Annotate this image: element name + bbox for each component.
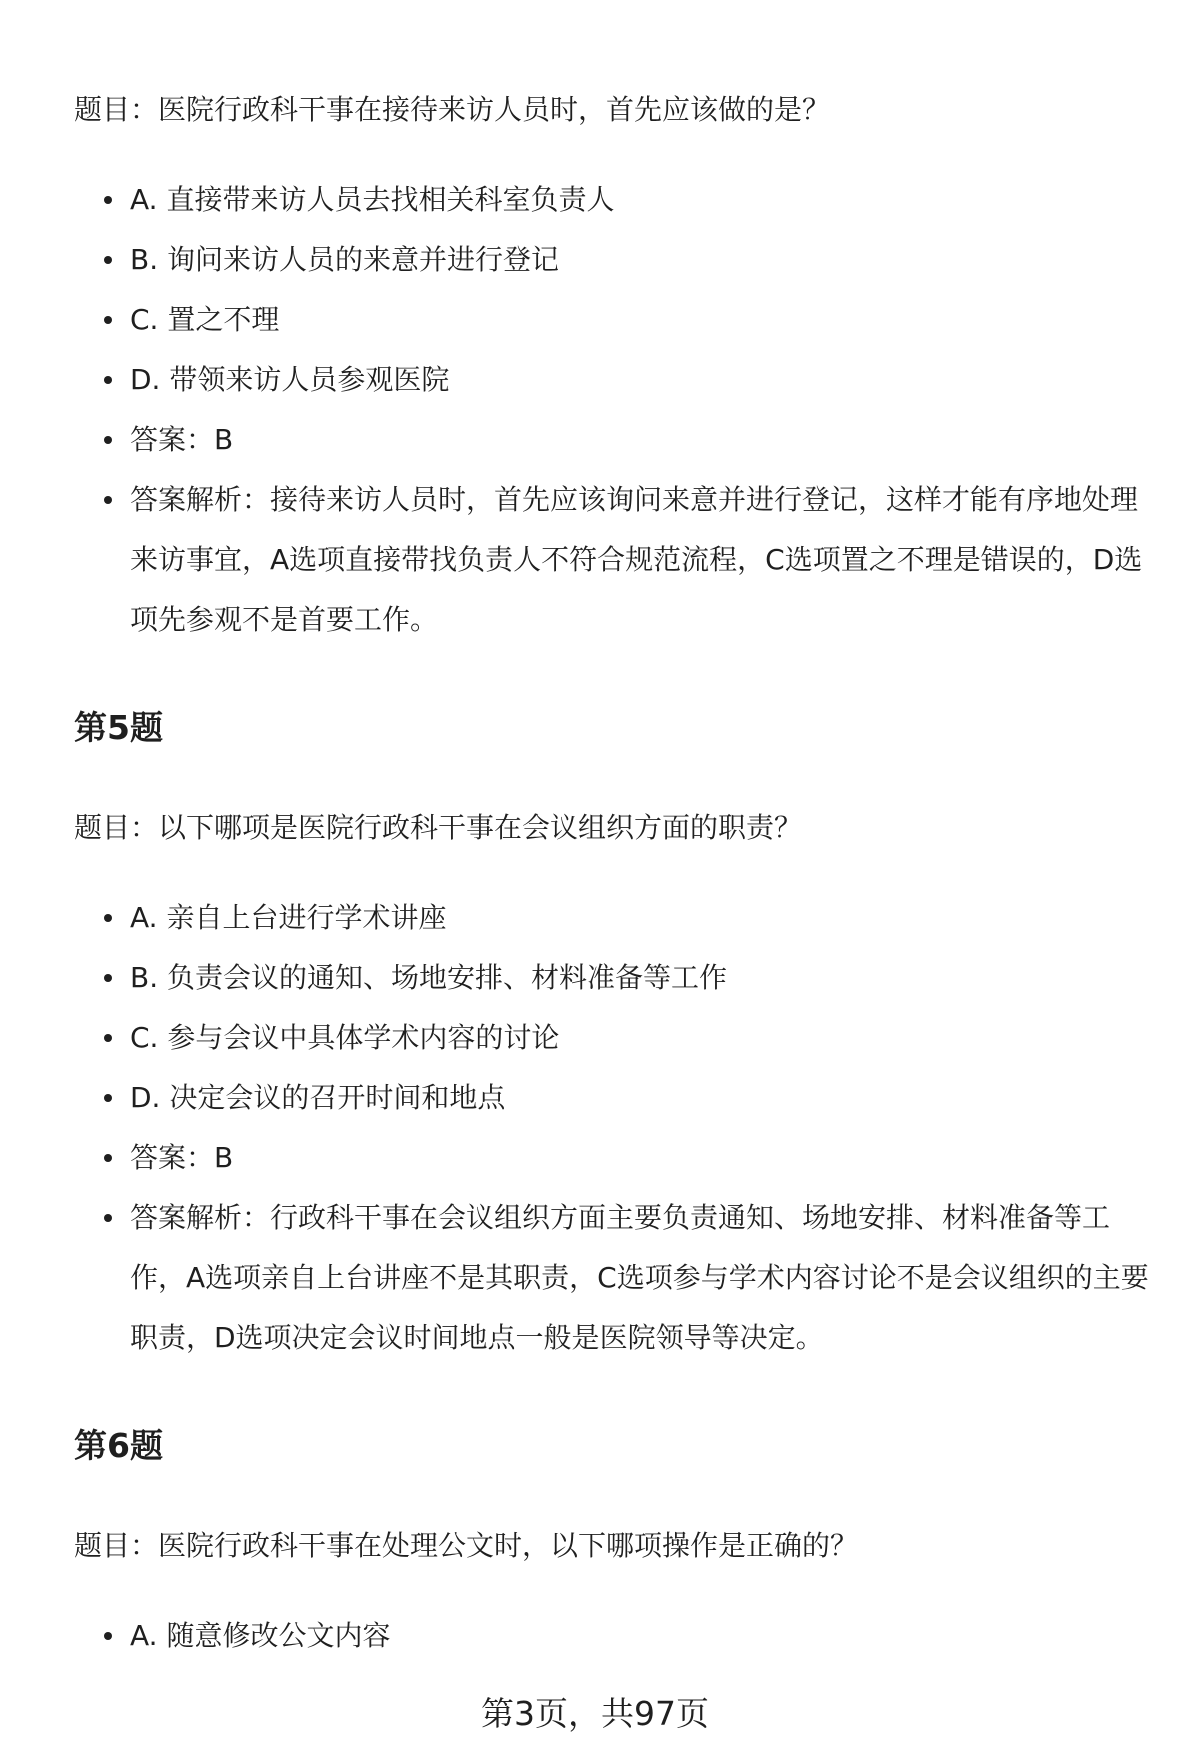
question-5-option-b: B. 负责会议的通知、场地安排、材料准备等工作 (74, 948, 1164, 1008)
question-6-options (74, 1606, 1164, 1666)
question-4-option-b: B. 询问来访人员的来意并进行登记 (74, 230, 1164, 290)
question-6-stem: 题目：医院行政科干事在处理公文时，以下哪项操作是正确的？ (74, 1529, 859, 1562)
question-6-block (74, 1424, 1164, 1666)
page-content (74, 88, 1164, 1666)
page-number-footer: 第3页，共97页 (481, 1694, 709, 1733)
question-4-stem: 题目：医院行政科干事在接待来访人员时，首先应该做的是？ (74, 93, 831, 126)
question-5-title: 第5题 (74, 708, 163, 747)
question-5-answer: 答案：B (74, 1128, 1164, 1188)
question-6-option-a: A. 随意修改公文内容 (74, 1606, 1164, 1666)
question-6-title: 第6题 (74, 1426, 163, 1465)
question-4-option-d: D. 带领来访人员参观医院 (74, 350, 1164, 410)
question-5-explanation: 答案解析：行政科干事在会议组织方面主要负责通知、场地安排、材料准备等工作，A选项亲自上台讲座不是其职责，C选项参与学术内容讨论不是会议组织的主要职责，D选项决定会议时间地点一般是医院领导等决定。 (74, 1188, 1164, 1368)
question-5-option-c: C. 参与会议中具体学术内容的讨论 (74, 1008, 1164, 1068)
question-5-option-d: D. 决定会议的召开时间和地点 (74, 1068, 1164, 1128)
question-5-stem: 题目：以下哪项是医院行政科干事在会议组织方面的职责？ (74, 811, 803, 844)
question-5-option-a: A. 亲自上台进行学术讲座 (74, 888, 1164, 948)
question-4-explanation: 答案解析：接待来访人员时，首先应该询问来意并进行登记，这样才能有序地处理来访事宜，A选项直接带找负责人不符合规范流程，C选项置之不理是错误的，D选项先参观不是首要工作。 (74, 470, 1164, 650)
question-5-options (74, 888, 1164, 1368)
question-4-answer: 答案：B (74, 410, 1164, 470)
question-5-block (74, 706, 1164, 1368)
question-4-options (74, 170, 1164, 650)
question-4-option-c: C. 置之不理 (74, 290, 1164, 350)
question-4-option-a: A. 直接带来访人员去找相关科室负责人 (74, 170, 1164, 230)
question-4-block (74, 88, 1164, 650)
